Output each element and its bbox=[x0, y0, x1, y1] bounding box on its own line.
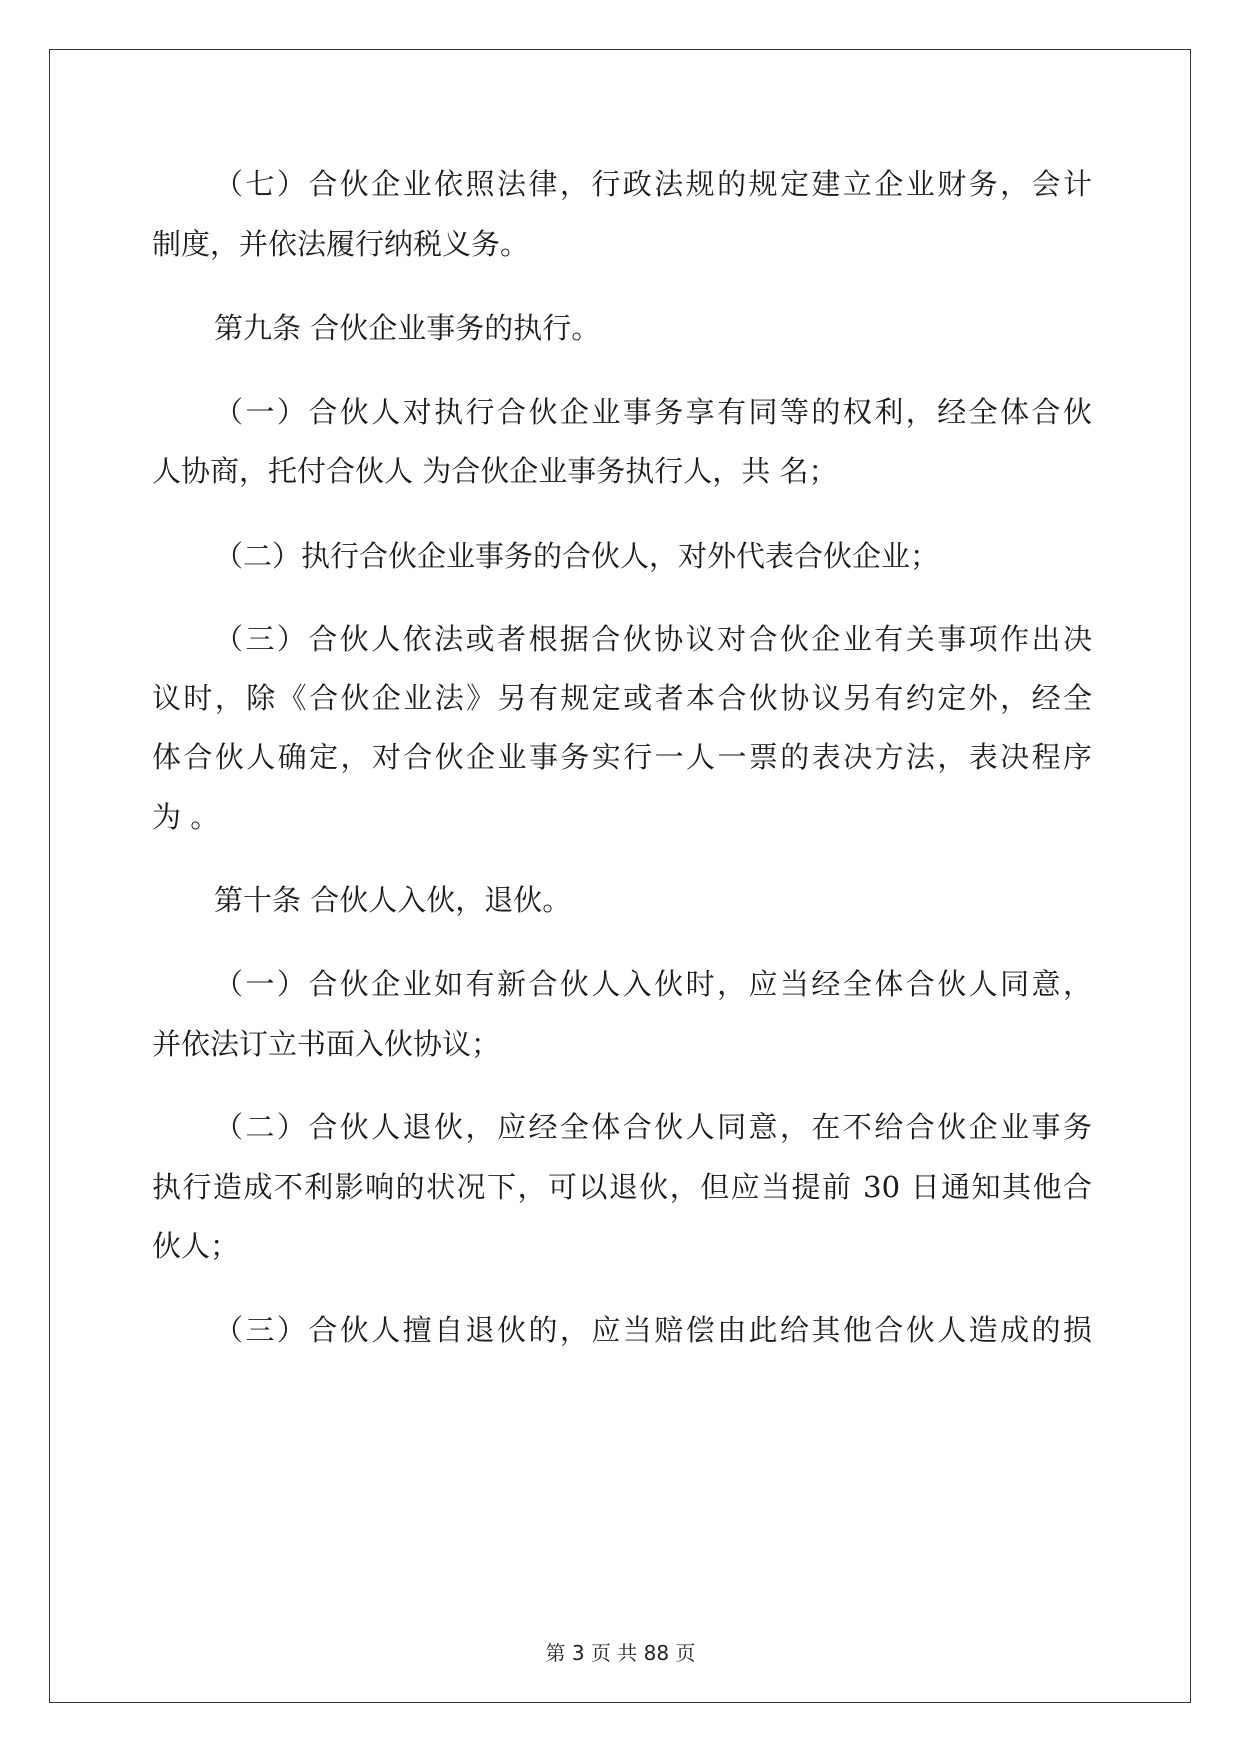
text-line-10: 为 。 bbox=[152, 800, 220, 834]
text-line-8: 议时，除《合伙企业法》另有规定或者本合伙协议另有约定外，经全 bbox=[152, 681, 1092, 715]
section-heading-9: 第九条 合伙企业事务的执行。 bbox=[214, 311, 601, 345]
page-border bbox=[49, 49, 1191, 1703]
page-number-footer: 第 3 页 共 88 页 bbox=[545, 1641, 696, 1665]
section-heading-10: 第十条 合伙人入伙，退伙。 bbox=[214, 883, 572, 917]
text-line-2: 制度，并依法履行纳税义务。 bbox=[152, 227, 530, 261]
text-line-7: （三）合伙人依法或者根据合伙协议对合伙企业有关事项作出决 bbox=[214, 622, 1092, 656]
text-line-6: （二）执行合伙企业事务的合伙人，对外代表合伙企业； bbox=[214, 539, 940, 573]
text-line-17: （三）合伙人擅自退伙的，应当赔偿由此给其他合伙人造成的损 bbox=[214, 1313, 1092, 1347]
text-line-14: （二）合伙人退伙，应经全体合伙人同意，在不给合伙企业事务 bbox=[214, 1110, 1092, 1144]
text-line-13: 并依法订立书面入伙协议； bbox=[152, 1027, 501, 1061]
text-line-1: （七）合伙企业依照法律，行政法规的规定建立企业财务，会计 bbox=[214, 167, 1092, 201]
text-line-5: 人协商，托付合伙人 为合伙企业事务执行人，共 名； bbox=[152, 454, 838, 488]
text-line-15: 执行造成不利影响的状况下，可以退伙，但应当提前 30 日通知其他合 bbox=[152, 1170, 1092, 1204]
text-line-16: 伙人； bbox=[152, 1229, 240, 1263]
text-line-12: （一）合伙企业如有新合伙人入伙时，应当经全体合伙人同意， bbox=[214, 967, 1092, 1001]
text-line-4: （一）合伙人对执行合伙企业事务享有同等的权利，经全体合伙 bbox=[214, 395, 1092, 429]
text-line-9: 体合伙人确定，对合伙企业事务实行一人一票的表决方法，表决程序 bbox=[152, 740, 1092, 774]
